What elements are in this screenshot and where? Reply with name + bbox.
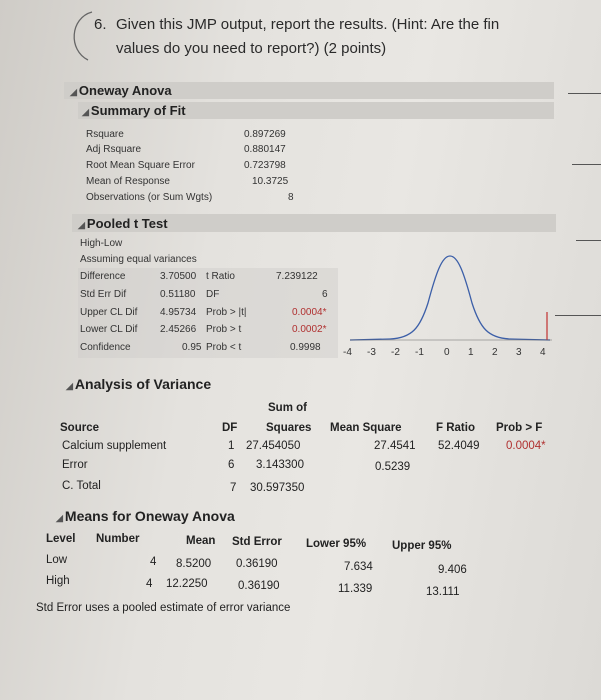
axis-tick-label: 4 <box>540 347 546 358</box>
means-header-lower: Lower 95% <box>306 538 367 550</box>
ttest-value-2: 0.0002* <box>292 324 327 335</box>
means-level: Low <box>46 554 68 566</box>
anova-header-source: Source <box>60 422 99 434</box>
summary-value: 10.3725 <box>252 176 289 187</box>
axis-tick-label: 0 <box>444 347 450 358</box>
means-header-upper: Upper 95% <box>392 540 452 552</box>
pooled-t-test-title: ◢ Pooled t Test <box>78 216 168 231</box>
ttest-label: Confidence <box>80 342 131 353</box>
ttest-value: 0.95 <box>182 342 202 353</box>
t-density-curve <box>350 256 550 340</box>
anova-header-f: F Ratio <box>436 422 475 434</box>
means-se: 0.36190 <box>238 580 280 592</box>
means-mean: 12.2250 <box>166 578 208 590</box>
axis-tick-label: -2 <box>391 347 400 358</box>
means-header-number: Number <box>96 533 140 545</box>
anova-df: 6 <box>228 459 235 471</box>
means-lower: 7.634 <box>344 561 373 573</box>
anova-p: 0.0004* <box>506 440 546 452</box>
means-footnote: Std Error uses a pooled estimate of error variance <box>36 602 291 614</box>
anova-source: C. Total <box>62 480 101 492</box>
ttest-label: Difference <box>80 271 126 282</box>
disclosure-triangle-icon: ◢ <box>56 513 63 523</box>
ttest-value: 0.51180 <box>160 289 196 300</box>
ttest-value-2: 0.9998 <box>290 342 321 353</box>
means-level: High <box>46 575 70 587</box>
axis-tick-label: -1 <box>415 347 424 358</box>
oneway-title: ◢ Oneway Anova <box>70 83 172 98</box>
anova-header-p: Prob > F <box>496 422 543 434</box>
ttest-label-2: Prob < t <box>206 342 242 353</box>
anova-ss: 3.143300 <box>256 459 304 471</box>
ttest-label-2: Prob > t <box>206 324 242 335</box>
anova-ms: 0.5239 <box>375 461 411 473</box>
anova-source: Error <box>62 459 88 471</box>
question-line-2: values do you need to report?) (2 points) <box>116 40 387 57</box>
question-line-1: Given this JMP output, report the results. (Hint: Are the fin <box>116 16 500 33</box>
summary-label: Observations (or Sum Wgts) <box>86 192 213 203</box>
margin-line <box>568 93 601 94</box>
ttest-label-2: Prob > |t| <box>206 307 247 318</box>
ttest-label: Upper CL Dif <box>80 307 138 318</box>
anova-df: 1 <box>228 440 235 452</box>
axis-tick-label: 2 <box>492 347 498 358</box>
summary-value: 0.897269 <box>244 129 286 140</box>
means-header-level: Level <box>46 533 76 545</box>
axis-tick-label: 3 <box>516 347 522 358</box>
summary-label: Root Mean Square Error <box>86 160 195 171</box>
pen-mark <box>62 4 102 64</box>
disclosure-triangle-icon: ◢ <box>70 87 77 97</box>
axis-tick-label: 1 <box>468 347 474 358</box>
ttest-label-2: t Ratio <box>206 271 235 282</box>
ttest-value-2: 7.239122 <box>276 271 318 282</box>
means-number: 4 <box>146 578 153 590</box>
ttest-assumption: Assuming equal variances <box>80 254 197 265</box>
anova-ms: 27.4541 <box>374 440 416 452</box>
means-mean: 8.5200 <box>176 558 212 570</box>
anova-header-ss: Squares <box>266 422 312 434</box>
ttest-label: Std Err Dif <box>80 289 127 300</box>
summary-value: 0.880147 <box>244 144 286 155</box>
means-upper: 13.111 <box>426 586 460 598</box>
means-number: 4 <box>150 556 157 568</box>
ttest-value-2: 6 <box>322 289 328 300</box>
anova-header-ms: Mean Square <box>330 422 402 434</box>
ttest-label: Lower CL Dif <box>80 324 138 335</box>
anova-ss: 30.597350 <box>250 482 305 494</box>
summary-of-fit-title: ◢ Summary of Fit <box>82 103 186 118</box>
means-header-mean: Mean <box>186 535 216 547</box>
margin-line <box>576 240 601 241</box>
axis-tick-label: -3 <box>367 347 376 358</box>
ttest-value: 2.45266 <box>160 324 197 335</box>
summary-value: 8 <box>288 192 294 203</box>
means-se: 0.36190 <box>236 558 278 570</box>
anova-ss: 27.454050 <box>246 440 301 452</box>
t-distribution-plot <box>340 248 560 344</box>
means-header-se: Std Error <box>232 536 282 548</box>
summary-label: Adj Rsquare <box>86 144 142 155</box>
axis-tick-label: -4 <box>343 347 352 358</box>
ttest-value-2: 0.0004* <box>292 307 327 318</box>
anova-source: Calcium supplement <box>62 440 167 452</box>
anova-f: 52.4049 <box>438 440 480 452</box>
ttest-value: 4.95734 <box>160 307 197 318</box>
question-number: 6. <box>94 16 107 33</box>
anova-header-df: DF <box>222 422 238 434</box>
summary-value: 0.723798 <box>244 160 286 171</box>
summary-label: Mean of Response <box>86 176 170 187</box>
disclosure-triangle-icon: ◢ <box>66 381 73 391</box>
disclosure-triangle-icon: ◢ <box>78 220 85 230</box>
ttest-label-2: DF <box>206 289 220 300</box>
ttest-comparison: High-Low <box>80 238 123 249</box>
anova-df: 7 <box>230 482 237 494</box>
means-title: ◢ Means for Oneway Anova <box>56 508 235 524</box>
anova-header-ss-top: Sum of <box>268 402 307 414</box>
margin-line <box>555 315 601 316</box>
means-lower: 11.339 <box>338 583 373 595</box>
disclosure-triangle-icon: ◢ <box>82 107 89 117</box>
ttest-value: 3.70500 <box>160 271 197 282</box>
summary-label: Rsquare <box>86 129 124 140</box>
margin-line <box>572 164 601 165</box>
means-upper: 9.406 <box>438 564 467 576</box>
anova-title: ◢ Analysis of Variance <box>66 376 212 392</box>
